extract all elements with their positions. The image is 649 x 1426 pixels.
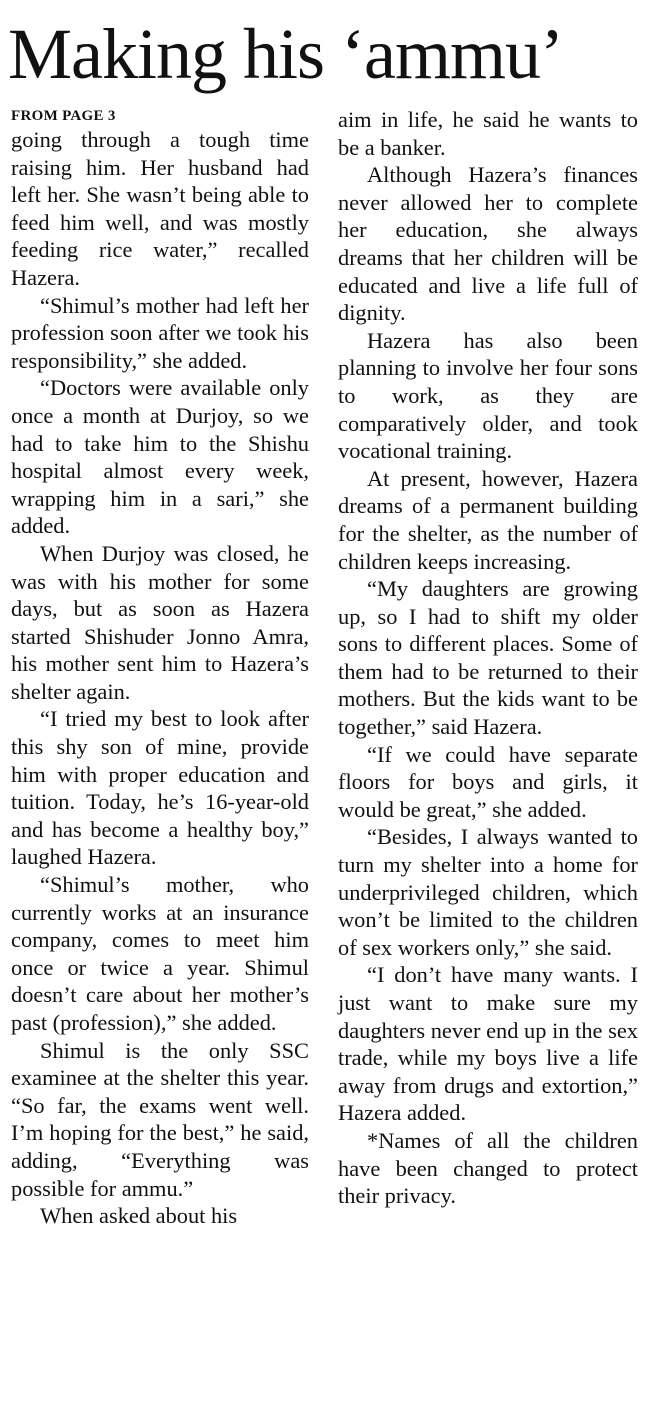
paragraph: going through a tough time raising him. Her husband had left her. She wasn’t being able to feed him well, and was mostly feeding rice water,” recalled Hazera. (11, 127, 309, 290)
paragraph: “I tried my best to look after this shy son of mine, provide him with proper education and tuition. Today, he’s 16-year-old and has become a healthy boy,” laughed Hazera. (11, 706, 309, 870)
paragraph: Hazera has also been planning to involve her four sons to work, as they are comparatively older, and took vocational training. (338, 327, 638, 464)
paragraph: At present, however, Hazera dreams of a permanent building for the shelter, as the number of children keeps increasing. (338, 465, 638, 574)
paragraph: “I don’t have many wants. I just want to make sure my daughters never end up in the sex trade, while my boys live a life away from drugs and extortion,” Hazera added. (338, 962, 638, 1126)
paragraph: “Doctors were available only once a month at Durjoy, so we had to take him to the Shishu hospital almost every week, wrapping him in a sari,” she added. (11, 375, 309, 539)
paragraph: “Shimul’s mother, who currently works at an insurance company, comes to meet him once or twice a year. Shimul doesn’t care about her mother’s past (profession),” she added. (11, 872, 309, 1035)
paragraph: “Shimul’s mother had left her profession soon after we took his responsibility,” she added. (11, 292, 309, 373)
continuation-kicker: FROM PAGE 3 (11, 108, 116, 124)
paragraph: When asked about his (40, 1203, 238, 1229)
article-column-2 (338, 106, 638, 1210)
paragraph: “If we could have separate floors for boys and girls, it would be great,” she added. (338, 741, 638, 822)
paragraph: *Names of all the children have been changed to protect their privacy. (338, 1127, 638, 1209)
paragraph: aim in life, he said he wants to be a banker. (338, 107, 638, 160)
headline: Making his ‘ammu’ (8, 14, 563, 94)
paragraph: Shimul is the only SSC examinee at the shelter this year. “So far, the exams went well. I’m hoping for the best,” he said, adding, “Everything was possible for ammu.” (11, 1037, 309, 1201)
paragraph: “Besides, I always wanted to turn my shelter into a home for underprivileged children, which won’t be limited to the children of sex workers only,” she said. (338, 824, 638, 960)
paragraph: “My daughters are growing up, so I had to shift my older sons to different places. Some of them had to be returned to their mothers. But the kids want to be together,” said Hazera. (338, 576, 638, 740)
article-column-1 (11, 106, 309, 1230)
paragraph: Although Hazera’s finances never allowed her to complete her education, she always dreams that her children will be educated and live a life full of dignity. (338, 162, 638, 326)
paragraph: When Durjoy was closed, he was with his mother for some days, but as soon as Hazera started Shishuder Jonno Amra, his mother sent him to Hazera’s shelter again. (11, 540, 309, 704)
